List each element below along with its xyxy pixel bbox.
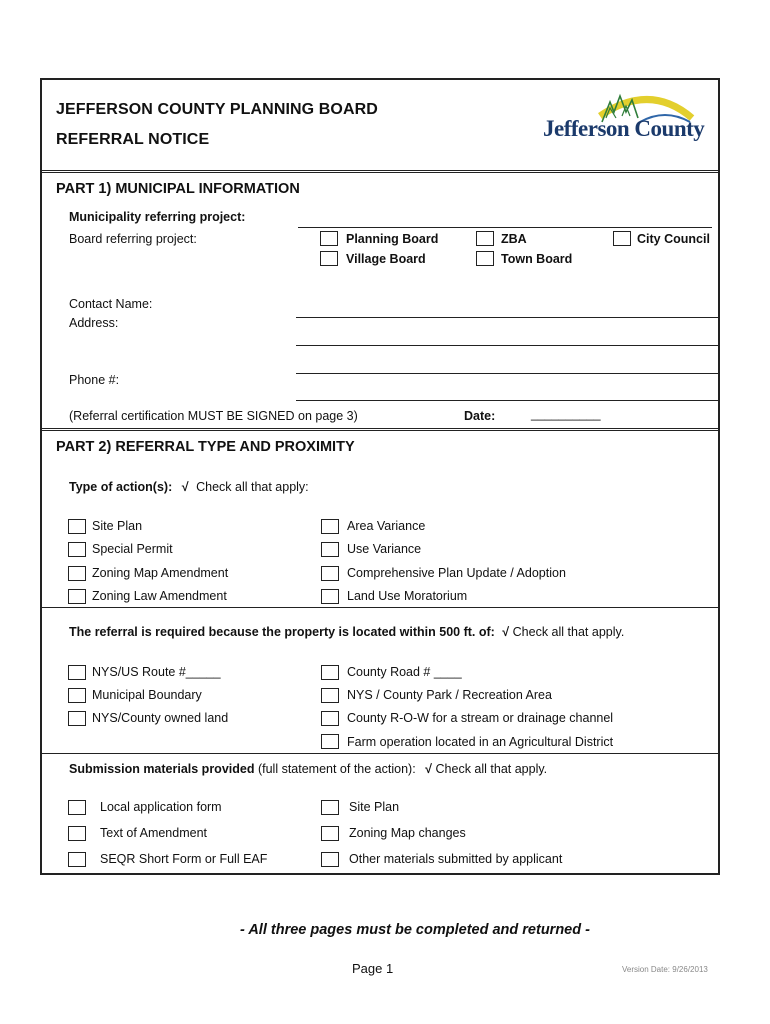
divider bbox=[40, 607, 720, 608]
other-materials-checkbox[interactable] bbox=[321, 852, 339, 867]
zba-label: ZBA bbox=[501, 232, 527, 246]
check-all-label: Check all that apply. bbox=[512, 625, 625, 639]
zoning-law-amendment-checkbox[interactable] bbox=[68, 589, 86, 604]
nys-route-checkbox[interactable] bbox=[68, 665, 86, 680]
village-board-checkbox[interactable] bbox=[320, 251, 338, 266]
certification-note: (Referral certification MUST BE SIGNED on page 3) bbox=[69, 409, 358, 423]
village-board-label: Village Board bbox=[346, 252, 426, 266]
municipality-label: Municipality referring project: bbox=[69, 210, 246, 224]
land-use-moratorium-checkbox[interactable] bbox=[321, 589, 339, 604]
land-use-moratorium-label: Land Use Moratorium bbox=[347, 589, 468, 603]
zoning-map-changes-label: Zoning Map changes bbox=[349, 826, 466, 840]
seqr-form-checkbox[interactable] bbox=[68, 852, 86, 867]
special-permit-label: Special Permit bbox=[92, 542, 173, 556]
form-title: JEFFERSON COUNTY PLANNING BOARD bbox=[56, 101, 378, 118]
form-subtitle: REFERRAL NOTICE bbox=[56, 131, 210, 148]
comprehensive-plan-checkbox[interactable] bbox=[321, 566, 339, 581]
zoning-map-amendment-checkbox[interactable] bbox=[68, 566, 86, 581]
site-plan-checkbox[interactable] bbox=[68, 519, 86, 534]
county-road-label: County Road # ____ bbox=[347, 665, 462, 679]
local-application-checkbox[interactable] bbox=[68, 800, 86, 815]
check-mark-icon: √ bbox=[425, 762, 433, 776]
materials-site-plan-checkbox[interactable] bbox=[321, 800, 339, 815]
text-of-amendment-label: Text of Amendment bbox=[100, 826, 208, 840]
part2-heading: PART 2) REFERRAL TYPE AND PROXIMITY bbox=[56, 439, 355, 455]
proximity-line bbox=[69, 625, 624, 639]
submission-label-rest: (full statement of the action): bbox=[257, 762, 416, 776]
date-label: Date: bbox=[464, 409, 496, 423]
town-board-label: Town Board bbox=[501, 252, 573, 266]
divider bbox=[40, 428, 720, 431]
divider bbox=[40, 753, 720, 754]
use-variance-label: Use Variance bbox=[347, 542, 422, 556]
county-row-label: County R-O-W for a stream or drainage channel bbox=[347, 711, 614, 725]
check-mark-icon: √ bbox=[181, 480, 189, 494]
address-field-2[interactable] bbox=[296, 373, 718, 374]
completion-note: - All three pages must be completed and returned - bbox=[240, 922, 590, 938]
city-council-checkbox[interactable] bbox=[613, 231, 631, 246]
nys-route-label: NYS/US Route #_____ bbox=[92, 665, 221, 679]
municipality-field[interactable] bbox=[298, 227, 712, 228]
county-row-checkbox[interactable] bbox=[321, 711, 339, 726]
town-board-checkbox[interactable] bbox=[476, 251, 494, 266]
seqr-form-label: SEQR Short Form or Full EAF bbox=[100, 852, 268, 866]
divider bbox=[40, 170, 720, 173]
farm-operation-label: Farm operation located in an Agricultural District bbox=[347, 735, 614, 749]
use-variance-checkbox[interactable] bbox=[321, 542, 339, 557]
action-type-line bbox=[69, 480, 309, 494]
address-label: Address: bbox=[69, 316, 119, 330]
area-variance-checkbox[interactable] bbox=[321, 519, 339, 534]
contact-name-label: Contact Name: bbox=[69, 297, 153, 311]
phone-field[interactable] bbox=[296, 400, 718, 401]
county-owned-land-checkbox[interactable] bbox=[68, 711, 86, 726]
action-type-label: Type of action(s): bbox=[69, 480, 173, 494]
municipal-boundary-checkbox[interactable] bbox=[68, 688, 86, 703]
board-label: Board referring project: bbox=[69, 232, 197, 246]
county-park-checkbox[interactable] bbox=[321, 688, 339, 703]
local-application-label: Local application form bbox=[100, 800, 222, 814]
special-permit-checkbox[interactable] bbox=[68, 542, 86, 557]
form-frame bbox=[40, 78, 720, 875]
check-mark-icon: √ bbox=[502, 625, 510, 639]
county-road-checkbox[interactable] bbox=[321, 665, 339, 680]
zoning-map-amendment-label: Zoning Map Amendment bbox=[92, 566, 229, 580]
site-plan-label: Site Plan bbox=[92, 519, 143, 533]
version-date: Version Date: 9/26/2013 bbox=[622, 965, 708, 974]
city-council-label: City Council bbox=[637, 232, 710, 246]
comprehensive-plan-label: Comprehensive Plan Update / Adoption bbox=[347, 566, 566, 580]
submission-label: Submission materials provided bbox=[69, 762, 255, 776]
county-owned-land-label: NYS/County owned land bbox=[92, 711, 229, 725]
farm-operation-checkbox[interactable] bbox=[321, 734, 339, 749]
area-variance-label: Area Variance bbox=[347, 519, 426, 533]
zoning-map-changes-checkbox[interactable] bbox=[321, 826, 339, 841]
zba-checkbox[interactable] bbox=[476, 231, 494, 246]
zoning-law-amendment-label: Zoning Law Amendment bbox=[92, 589, 227, 603]
logo-text: Jefferson County bbox=[543, 116, 705, 141]
planning-board-label: Planning Board bbox=[346, 232, 439, 246]
contact-name-field[interactable] bbox=[296, 317, 718, 318]
other-materials-label: Other materials submitted by applicant bbox=[349, 852, 563, 866]
planning-board-checkbox[interactable] bbox=[320, 231, 338, 246]
part1-heading: PART 1) MUNICIPAL INFORMATION bbox=[56, 181, 300, 197]
text-of-amendment-checkbox[interactable] bbox=[68, 826, 86, 841]
county-park-label: NYS / County Park / Recreation Area bbox=[347, 688, 552, 702]
page-number: Page 1 bbox=[352, 961, 394, 976]
submission-line bbox=[69, 762, 547, 776]
check-all-label: Check all that apply: bbox=[196, 480, 309, 494]
phone-label: Phone #: bbox=[69, 373, 120, 387]
date-field[interactable]: __________ bbox=[531, 407, 601, 421]
municipal-boundary-label: Municipal Boundary bbox=[92, 688, 202, 702]
proximity-label: The referral is required because the property is located within 500 ft. of: bbox=[69, 625, 495, 639]
address-field[interactable] bbox=[296, 345, 718, 346]
check-all-label: Check all that apply. bbox=[435, 762, 548, 776]
materials-site-plan-label: Site Plan bbox=[349, 800, 400, 814]
